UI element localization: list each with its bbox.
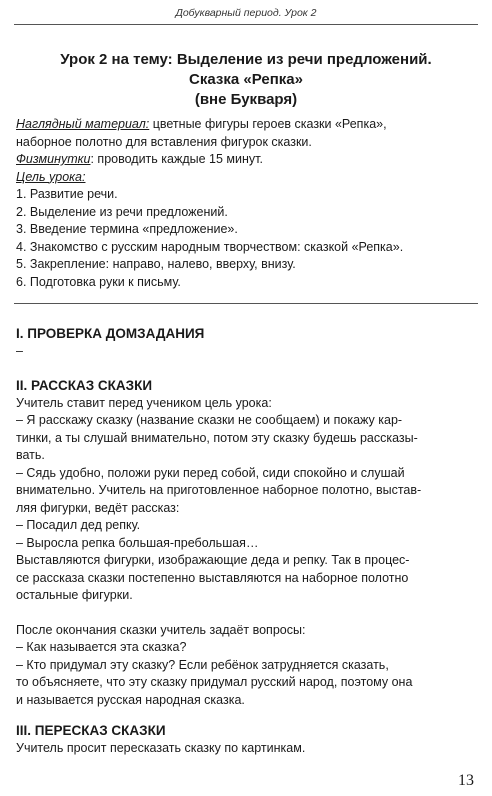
page-number: 13 [458,772,474,789]
phys-text: : проводить каждые 15 минут. [90,152,263,166]
paragraph-line: – Как называется эта сказка? [16,640,187,654]
material-line [16,116,476,134]
paragraph-line: Учитель ставит перед учеником цель урока: [16,395,272,410]
paragraph-line: – Посадил дед репку. [16,518,141,532]
goal-item: 6. Подготовка руки к письму. [16,274,181,289]
header-divider [14,24,478,25]
phys-label: Физминутки [16,152,91,166]
section-3-heading: III. ПЕРЕСКАЗ СКАЗКИ [16,723,166,738]
section-3-body: Учитель просит пересказать сказку по картинкам. [16,740,306,755]
paragraph-line: – Выросла репка большая-пребольшая… [16,535,259,550]
section-divider [14,303,478,304]
paragraph-line: тинки, а ты слушай внимательно, потом эту сказку будешь рассказы- [16,430,418,445]
running-header: Добукварный период. Урок 2 [175,7,317,19]
paragraph-line: то объясняете, что эту сказку придумал русский народ, поэтому она [16,675,413,689]
section-1-body: – [16,343,23,358]
paragraph-line: ляя фигурки, ведёт рассказ: [16,500,180,515]
goal-item: 4. Знакомство с русским народным творчеством: сказкой «Репка». [16,239,404,254]
phys-line [16,151,476,169]
paragraph-line: Выставляются фигурки, изображающие деда и репку. Так в процес- [16,553,410,567]
paragraph-line: – Я расскажу сказку (название сказки не сообщаем) и покажу кар- [16,413,403,427]
lesson-title [14,50,478,110]
goal-item: 5. Закрепление: направо, налево, вверху, внизу. [16,257,296,271]
paragraph-line: и называется русская народная сказка. [16,692,245,707]
section-3 [16,722,476,757]
material-label: Наглядный материал: [16,117,150,131]
paragraph-line: внимательно. Учитель на приготовленное наборное полотно, выстав- [16,483,422,497]
paragraph-line: – Кто придумал эту сказку? Если ребёнок затрудняется сказать, [16,657,389,672]
material-line-2: наборное полотно для вставления фигурок сказки. [16,134,312,149]
material-text: цветные фигуры героев сказки «Репка», [149,117,387,131]
paragraph-line: се рассказа сказки постепенно выставляются на наборное полотно [16,570,409,585]
title-line-2: Сказка «Репка» [189,71,303,88]
paragraph-line: После окончания сказки учитель задаёт вопросы: [16,622,306,637]
title-line-1: Урок 2 на тему: Выделение из речи предложений. [60,51,432,68]
paragraph-line: вать. [16,448,45,462]
goal-item: 3. Введение термина «предложение». [16,222,238,236]
intro-block [16,116,476,291]
blank-line [16,605,476,622]
section-1-heading: I. ПРОВЕРКА ДОМЗАДАНИЯ [16,326,205,341]
paragraph-line: остальные фигурки. [16,588,133,602]
paragraph-line: – Сядь удобно, положи руки перед собой, сиди спокойно и слушай [16,465,405,480]
section-1 [16,325,476,360]
section-2-heading: II. РАССКАЗ СКАЗКИ [16,378,153,393]
title-line-3: (вне Букваря) [194,91,298,108]
goal-item: 1. Развитие речи. [16,187,118,201]
section-2 [16,377,476,709]
goal-item: 2. Выделение из речи предложений. [16,204,228,219]
goal-label: Цель урока: [16,169,86,184]
